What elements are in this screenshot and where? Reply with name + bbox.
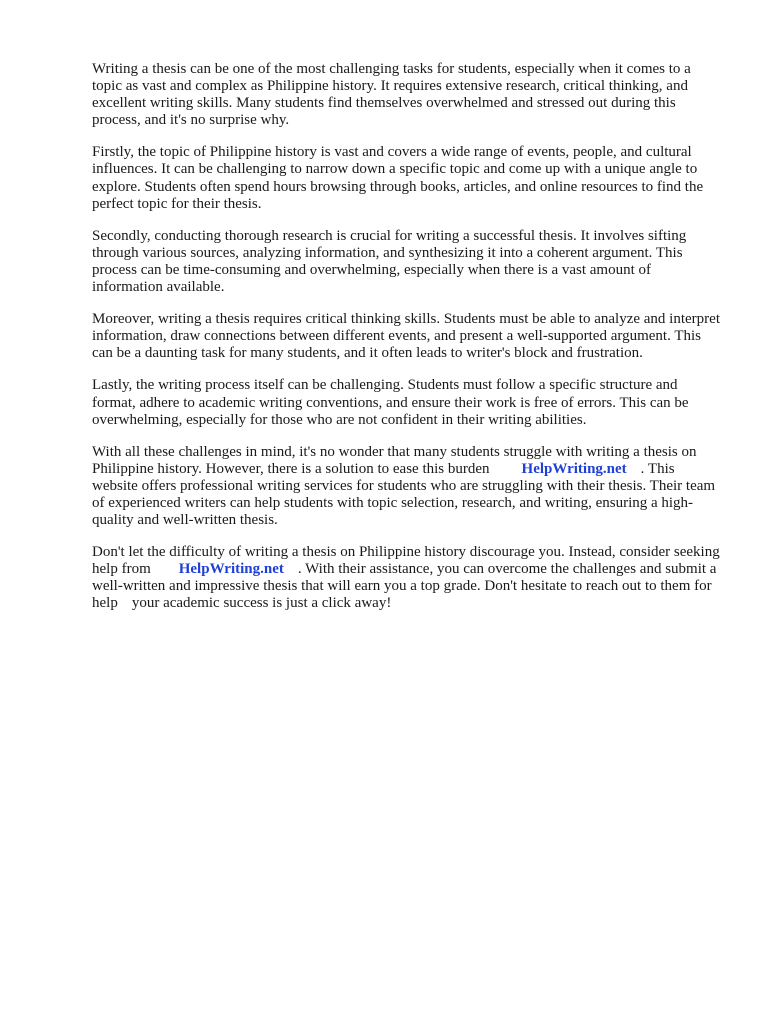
paragraph-solution-text-before: With all these challenges in mind, it's no wonder that many students struggle with writing a thesis on Philippine history. However, there is a solution to ease this burden: [92, 443, 697, 477]
paragraph-conclusion-text-before: Don't let the difficulty of writing a thesis on Philippine history discourage you. Instead, consider seeking help from: [92, 544, 720, 578]
helpwriting-link-2[interactable]: HelpWriting.net: [178, 561, 284, 578]
paragraph-conclusion: [92, 544, 724, 612]
paragraph-solution: [92, 444, 724, 529]
paragraph-conclusion-text-middle: . With their assistance, you can overcome the challenges and submit a well-written and impressive thesis that will earn you a top grade. Don't hesitate to reach out to them for help: [92, 561, 717, 612]
document-body: [92, 61, 724, 628]
paragraph-firstly: Firstly, the topic of Philippine history is vast and covers a wide range of events, people, and cultural influences. It can be challenging to narrow down a specific topic and come up with a unique angle to explore. Students often spend hours browsing through books, articles, and online resources to find the perfect topic for their thesis.: [92, 144, 704, 212]
paragraph-moreover: Moreover, writing a thesis requires critical thinking skills. Students must be able to analyze and interpret information, draw connections between different events, and present a well-supported argument. This can be a daunting task for many students, and it often leads to writer's block and frustration.: [92, 311, 720, 362]
paragraph-conclusion-text-after: your academic success is just a click away!: [131, 595, 392, 612]
paragraph-lastly: Lastly, the writing process itself can be challenging. Students must follow a specific structure and format, adhere to academic writing conventions, and ensure their work is free of errors. This can be overwhelming, especially for those who are not confident in their writing abilities.: [92, 377, 689, 428]
paragraph-solution-text-after: . This website offers professional writing services for students who are struggling with their thesis. Their team of experienced writers can help students with topic selection, research, and writing, ensuring a high-quality and well-written thesis.: [92, 460, 716, 529]
paragraph-intro: Writing a thesis can be one of the most challenging tasks for students, especially when it comes to a topic as vast and complex as Philippine history. It requires extensive research, critical thinking, and excellent writing skills. Many students find themselves overwhelmed and stressed out during this process, and it's no surprise why.: [92, 61, 691, 129]
helpwriting-link[interactable]: HelpWriting.net: [521, 460, 627, 477]
paragraph-secondly: Secondly, conducting thorough research is crucial for writing a successful thesis. It involves sifting through various sources, analyzing information, and synthesizing it into a coherent argument. This process can be time-consuming and overwhelming, especially when there is a vast amount of information available.: [92, 227, 687, 296]
